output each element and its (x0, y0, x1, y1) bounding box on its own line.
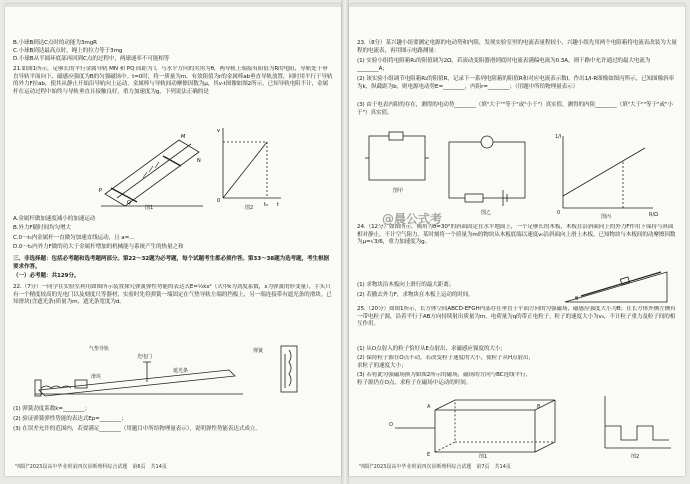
svg-text:t₀: t₀ (264, 202, 268, 208)
svg-text:A: A (427, 404, 431, 410)
right-page (349, 4, 685, 476)
svg-text:E: E (427, 452, 431, 458)
question-22-part-2: (2) 验证弹簧弹性势能的表达式Ep=________； (13, 416, 127, 422)
question-23-part-2: (2) 该实验小组调节电阻箱R₂的阻值R，记录下一系列电阻箱的阻值R和对应电流表示数I，作出1/I-R图像如图丙所示，已知图像斜率为k，纵截距为b，则电源电动势E=________，内阻r=________；（用题中所给物理量表示） (357, 76, 675, 90)
fig-label-yi: 图乙 (481, 210, 492, 216)
fig-label-bing: 图丙 (601, 214, 612, 220)
svg-text:t: t (277, 202, 279, 208)
question-21-option-b: B.外力F随时间均匀增大 (13, 225, 71, 231)
figure-1-caption: 图1 (145, 205, 154, 211)
svg-text:O: O (389, 422, 393, 428)
question-22-part-3: (3) 在误差允许的范围内，若要满足________（用题目中所给物理量表示），说明弹性势能表达式成立。 (13, 426, 261, 432)
question-24: 24.（12分）如图所示，倾角为θ=30°的斜面固定在水平地面上，一个足够长的木板，木板在沿斜面向上的外力F作用下保持与斜面相对静止，不计空气阻力，某时刻将一个质量为m的物块从木板底端以速度v₀沿斜面向上滑上木板，已知物块与木板间的动摩擦因数为μ=√3/6，重力加速度为g。 (357, 224, 676, 246)
svg-text:0: 0 (217, 198, 221, 204)
svg-text:v: v (217, 128, 220, 134)
label-air-track: 气垫导轨 (89, 346, 110, 352)
svg-text:R/Ω: R/Ω (649, 212, 658, 218)
question-25: 25.（20分）如图1所示，长方体空间ABCD-EFGH内部存在垂直于平面方向的匀强磁场，磁感应强度大小为B；在长方体外侧左侧有一带电粒子源，沿着平行于AB方向持续射出质量为m、电荷量为q的带正电粒子，粒子的速度大小为v₀，不计粒子重力及粒子间的相互作用。 (357, 306, 676, 328)
section-3-subtitle: （一）必考题：共129分。 (13, 273, 80, 279)
label-spring: 弹簧 (253, 348, 264, 354)
question-25-part-3: (3) 若将此匀强磁场换为如图2所示的磁场，磁场的方向与BC连线平行，粒子源仍在O点，求粒子在磁场中运动的时间。 (357, 372, 532, 386)
svg-text:0: 0 (557, 210, 561, 216)
question-25-part-1: (1) 从O点射入的粒子恰好从E点射出，求磁感应强度的大小； (357, 346, 506, 352)
fig-label-jia: 图甲 (393, 188, 404, 194)
question-25-part-2: (2) 保持粒子源在O点不动，若改变粒子速度的大小，使粒子从H点射出，求粒子的速度大小； (357, 355, 535, 369)
figure-air-track (29, 342, 329, 400)
question-21: 21.如图1所示，足够长的平行金属导轨 MN 和 PQ 间距为 l，与水平方向的夹角为θ，两导轨上端接有阻值为R的电阻，导轨处于垂直导轨平面向下、磁感应强度为B的匀强磁场中。t=0时，将一质量为m、有效阻值为r的金属棒ab垂直导轨放置，同时用平行于导轨的外力F拉ab，使其从静止开始沿导轨向上运动，金属棒与导轨间动摩擦因数为μ，其v-t图像如图2所示。已知导轨电阻不计，金属杆在运动过程中始终与导轨垂直且接触良好，重力加速度为g，下列说法正确的是 (13, 66, 333, 95)
svg-text:B: B (537, 404, 541, 410)
figure-circuits (363, 128, 675, 220)
fig-label-2: 图2 (631, 454, 640, 458)
watermark: @晨公式考 (382, 212, 443, 226)
option-b: B.小球B到达C点时的动能为3mgR (13, 40, 97, 46)
label-slider: 滑块 (91, 374, 102, 380)
fig-label-1: 图1 (479, 454, 488, 458)
top-strip-right (349, 4, 685, 7)
label-shade-strip: 遮光条 (173, 368, 189, 374)
svg-text:N: N (197, 158, 201, 164)
left-footer: "绵阳"2023届高中毕业班第四次诊断理科综合试题 第6页 共14页 (15, 464, 167, 470)
label-photogate: 光电门 (137, 354, 153, 360)
svg-text:P: P (99, 188, 103, 194)
section-3-title: 三、非选择题：包括必考题和选考题两部分。第22～32题为必考题，每个试题考生都必须作答。第33～38题为选考题，考生根据要求作答。 (13, 256, 330, 270)
svg-text:1/I: 1/I (555, 134, 562, 140)
svg-text:θ: θ (575, 296, 579, 302)
figure-2-vt-graph (215, 122, 285, 211)
page-fold (341, 0, 349, 484)
option-d: D.小球B从半圆环底部再回到C点的过程中，两球速率不可能相等 (13, 56, 170, 62)
question-22: 22.（7分）一同学在实验室利用如图所示装置探究弹簧弹性势能的表达式E=½kx²（式中k为劲度系数，x为弹簧的形变量），手头只有一个精度较高的光电门以及刻度尺等器材，实验时先将弹簧一端固定在气垫导轨左端的挡板上，另一端连接带有遮光条的滑块。已知滑块(含遮光条)质量为m，遮光条宽度为d。 (13, 284, 332, 306)
figure-box-field (365, 396, 677, 458)
question-21-option-d: D.0～t₀内外力F做的功大于金属杆增加的机械能与系统产生的热量之和 (13, 244, 184, 250)
question-23: 23.（8分）某兴趣小组要测定电源的电动势和内阻，发现实验室里的电流表量程较小，兴趣小组先用两个电阻箱将电流表改装为大量程的电流表，再用图示电路测量： (357, 40, 677, 54)
figure-1-rails (97, 122, 207, 211)
question-24-part-1: (1) 求物块沿木板向上滑行的最大距离； (357, 282, 455, 288)
svg-text:M: M (181, 134, 186, 140)
figure-2-caption: 图2 (245, 205, 254, 211)
right-footer: "绵阳"2023届高中毕业班第四次诊断理科综合试题 第7页 共14页 (359, 464, 511, 470)
question-22-part-1: (1) 弹簧劲度系数k=________； (13, 406, 91, 412)
top-strip (5, 4, 341, 7)
option-c: C.小球B到达最高点时，绳上的拉力等于3mg (13, 48, 123, 54)
left-page (5, 4, 341, 476)
question-21-option-a: A.金属杆做加速度减小的加速运动 (13, 216, 96, 222)
question-24-part-2: (2) 若撤去外力F，求物块在木板上运动的时间。 (357, 292, 474, 298)
question-21-option-c: C.0～t₀内金属杆一直做匀加速直线运动，且 a=... (13, 235, 135, 241)
svg-text:Q: Q (127, 200, 131, 206)
question-23-part-1: (1) 实验小组将电阻箱R₁的阻值调为2Ω，若滚动变阻器滑到底时电流表满偏电流为0.3A，则干路中允许通过的最大电流为________A； (357, 58, 651, 72)
question-23-part-3: (3) 由于电表内阻的存在，测得的电动势________（填"大于""等于"或"小于"）真实值，测得的内阻________（填"大于""等于"或"小于"）真实值。 (357, 102, 673, 116)
